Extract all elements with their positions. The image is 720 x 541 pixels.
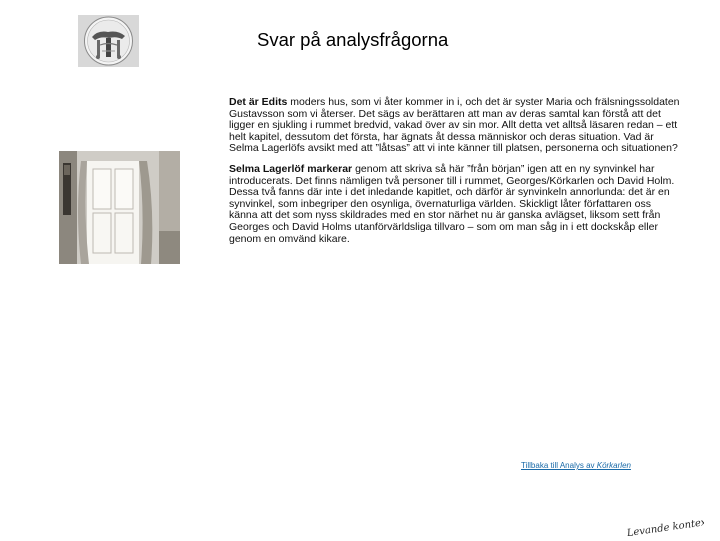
paragraph-lead: Det är Edits (229, 96, 288, 108)
back-link-prefix: Tillbaka till Analys av (521, 461, 597, 470)
page-title: Svar på analysfrågorna (257, 29, 449, 50)
svg-text:Levande kontext: Levande kontext (626, 516, 704, 536)
paragraph-text: genom att skriva så här ”från början” igen att en ny synvinkel har introducerats. Det finns nämligen två personer till i rummet, Georges/Körkarlen och David Holm. Dessa två fanns där inte i det inledande kapitlet, och därför är synvinkeln annorlunda: det är en synvinkel, som inbegriper den osynliga, övernaturliga världen. Skickligt låter författaren oss känna att det som nyss skildrades med en stor närhet nu är ganska avlägset, liksom sett från Georges och David Holms utanförvärldsliga tillvaro – som om man såg in i ett dockskåp eller genom en omvänd kikare. (229, 162, 675, 245)
horse-carriage-icon (78, 15, 139, 67)
answer-paragraph-2 (229, 164, 681, 245)
back-link-title: Körkarlen (596, 461, 631, 470)
paragraph-lead: Selma Lagerlöf markerar (229, 162, 353, 175)
signature-logo (624, 512, 704, 536)
answer-paragraph-1 (229, 97, 681, 155)
site-logo (78, 15, 139, 67)
back-to-analysis-link[interactable] (521, 461, 631, 470)
interior-photo (59, 151, 180, 264)
answer-content (229, 97, 681, 254)
levande-kontext-signature (624, 512, 704, 536)
paragraph-text: moders hus, som vi åter kommer in i, och det är syster Maria och frälsningssoldaten Gustavsson som vi återser. Det sägs av berättaren att man av deras samtal kan förstå att det ligger en sjukling i rummet bredvid, vakad över av sin mor. Allt detta vet alltså läsaren redan – ett helt kapitel, dessutom det första, har ägnats åt dessa människor och deras situation. Vad är Selma Lagerlöfs avsikt med att ”låtsas” att vi inte känner till platsen, personerna och situationen? (229, 96, 680, 155)
window-room-image (59, 151, 180, 264)
